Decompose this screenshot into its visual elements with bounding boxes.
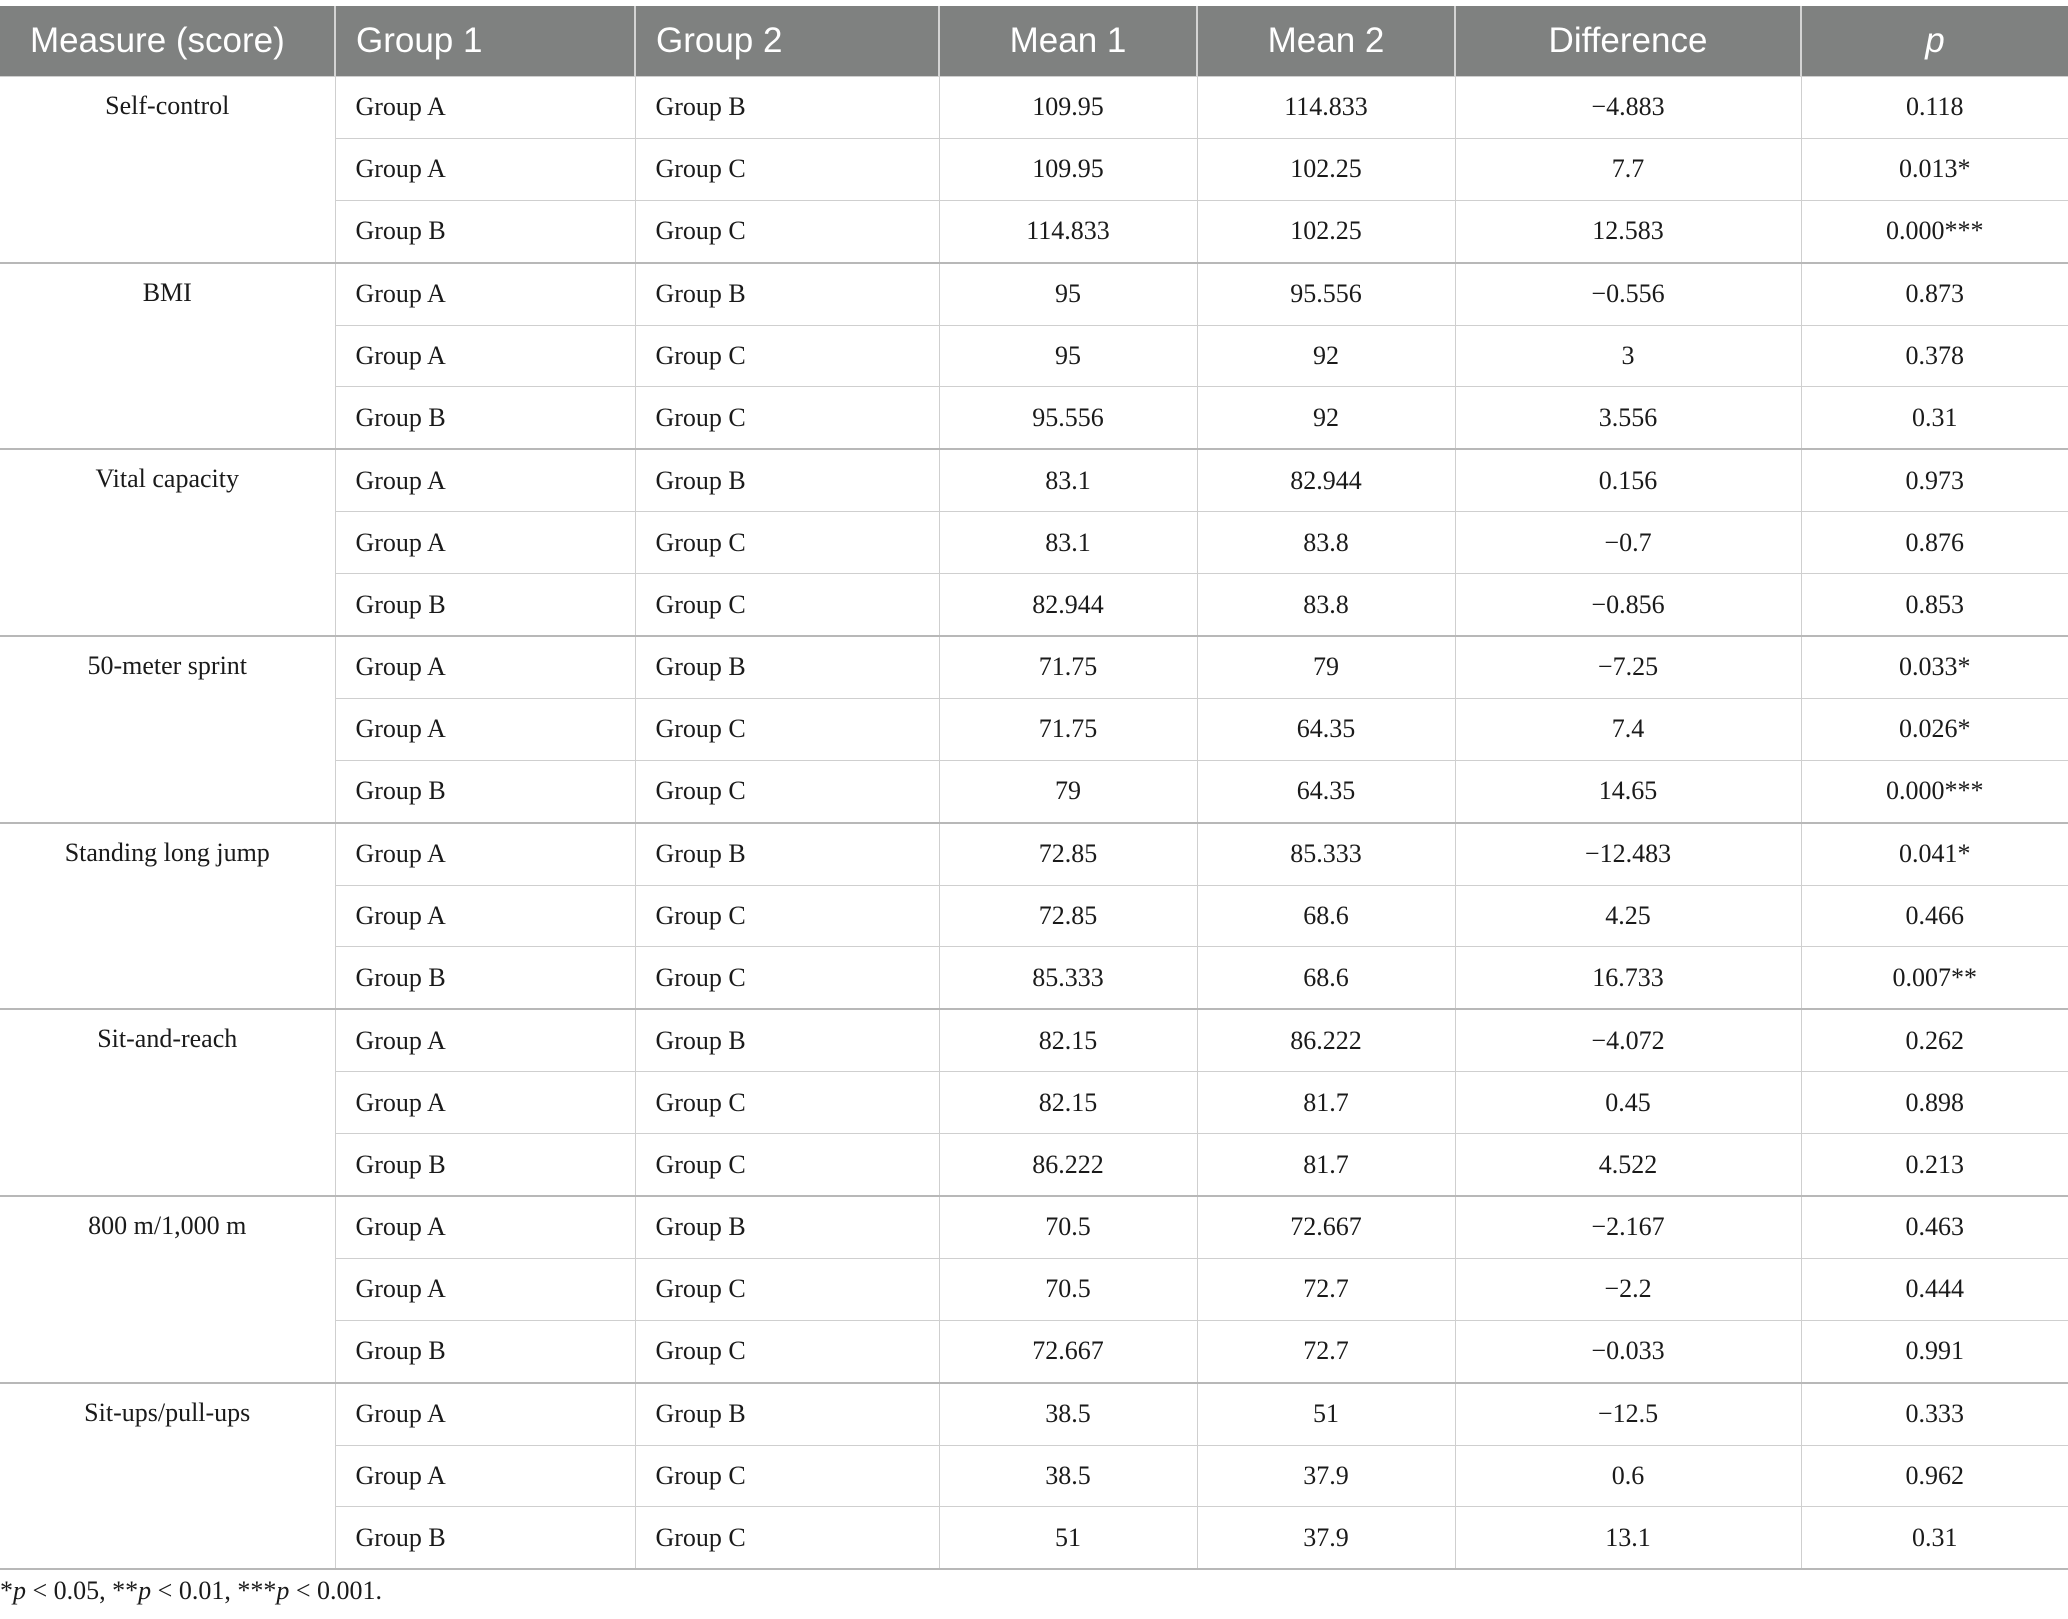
group1-cell: Group A [335, 263, 635, 325]
header-p: p [1801, 6, 2068, 77]
mean1-cell: 83.1 [939, 449, 1197, 511]
p-value-cell: 0.444 [1801, 1258, 2068, 1320]
group2-cell: Group B [635, 1009, 939, 1071]
p-value-cell: 0.853 [1801, 574, 2068, 636]
table-row [0, 823, 2068, 885]
mean2-cell: 37.9 [1197, 1445, 1455, 1507]
mean2-cell: 81.7 [1197, 1072, 1455, 1134]
mean2-cell: 72.667 [1197, 1196, 1455, 1258]
difference-cell: 4.25 [1455, 885, 1801, 947]
difference-cell: −0.556 [1455, 263, 1801, 325]
measure-cell: Sit-and-reach [0, 1009, 335, 1196]
difference-cell: 0.6 [1455, 1445, 1801, 1507]
measure-cell: Sit-ups/pull-ups [0, 1383, 335, 1570]
group1-cell: Group A [335, 698, 635, 760]
difference-cell: 4.522 [1455, 1134, 1801, 1196]
mean1-cell: 82.15 [939, 1072, 1197, 1134]
mean1-cell: 82.944 [939, 574, 1197, 636]
measure-cell: Vital capacity [0, 449, 335, 636]
p-value-cell: 0.033* [1801, 636, 2068, 698]
p-value-cell: 0.378 [1801, 325, 2068, 387]
mean1-cell: 72.85 [939, 885, 1197, 947]
table-row [0, 77, 2068, 139]
table-row [0, 1196, 2068, 1258]
table-row [0, 1383, 2068, 1445]
header-difference: Difference [1455, 6, 1801, 77]
group2-cell: Group B [635, 636, 939, 698]
table-footnote [0, 1576, 382, 1606]
mean2-cell: 83.8 [1197, 574, 1455, 636]
mean2-cell: 102.25 [1197, 138, 1455, 200]
group1-cell: Group B [335, 760, 635, 822]
footnote-p-1: p [13, 1576, 26, 1605]
group2-cell: Group C [635, 138, 939, 200]
p-value-cell: 0.466 [1801, 885, 2068, 947]
mean1-cell: 86.222 [939, 1134, 1197, 1196]
table-row [0, 449, 2068, 511]
mean2-cell: 83.8 [1197, 512, 1455, 574]
p-value-cell: 0.118 [1801, 77, 2068, 139]
group1-cell: Group A [335, 823, 635, 885]
header-row [0, 6, 2068, 77]
p-value-cell: 0.463 [1801, 1196, 2068, 1258]
group2-cell: Group C [635, 574, 939, 636]
mean2-cell: 102.25 [1197, 200, 1455, 262]
difference-cell: 13.1 [1455, 1507, 1801, 1569]
group1-cell: Group A [335, 512, 635, 574]
p-value-cell: 0.000*** [1801, 760, 2068, 822]
p-value-cell: 0.973 [1801, 449, 2068, 511]
group2-cell: Group C [635, 698, 939, 760]
mean1-cell: 51 [939, 1507, 1197, 1569]
group2-cell: Group B [635, 77, 939, 139]
mean1-cell: 71.75 [939, 698, 1197, 760]
mean1-cell: 95 [939, 325, 1197, 387]
difference-cell: −0.856 [1455, 574, 1801, 636]
difference-cell: 0.45 [1455, 1072, 1801, 1134]
footnote-p-2: p [138, 1576, 152, 1605]
group1-cell: Group A [335, 77, 635, 139]
group1-cell: Group A [335, 1445, 635, 1507]
p-value-cell: 0.041* [1801, 823, 2068, 885]
difference-cell: 3.556 [1455, 387, 1801, 449]
group2-cell: Group C [635, 885, 939, 947]
mean1-cell: 38.5 [939, 1383, 1197, 1445]
table-row [0, 263, 2068, 325]
difference-cell: −7.25 [1455, 636, 1801, 698]
group1-cell: Group A [335, 1196, 635, 1258]
p-value-cell: 0.262 [1801, 1009, 2068, 1071]
p-value-cell: 0.898 [1801, 1072, 2068, 1134]
footnote-text-2: < 0.01, *** [151, 1576, 277, 1605]
difference-cell: −4.072 [1455, 1009, 1801, 1071]
mean1-cell: 38.5 [939, 1445, 1197, 1507]
mean2-cell: 114.833 [1197, 77, 1455, 139]
mean2-cell: 68.6 [1197, 885, 1455, 947]
measure-cell: BMI [0, 263, 335, 450]
p-value-cell: 0.962 [1801, 1445, 2068, 1507]
group1-cell: Group A [335, 636, 635, 698]
header-mean2: Mean 2 [1197, 6, 1455, 77]
mean2-cell: 86.222 [1197, 1009, 1455, 1071]
mean1-cell: 72.85 [939, 823, 1197, 885]
mean1-cell: 70.5 [939, 1258, 1197, 1320]
mean2-cell: 95.556 [1197, 263, 1455, 325]
p-value-cell: 0.333 [1801, 1383, 2068, 1445]
p-value-cell: 0.013* [1801, 138, 2068, 200]
group2-cell: Group C [635, 1072, 939, 1134]
group1-cell: Group A [335, 449, 635, 511]
mean2-cell: 51 [1197, 1383, 1455, 1445]
mean1-cell: 95.556 [939, 387, 1197, 449]
mean2-cell: 85.333 [1197, 823, 1455, 885]
difference-cell: −0.7 [1455, 512, 1801, 574]
group2-cell: Group C [635, 387, 939, 449]
mean1-cell: 83.1 [939, 512, 1197, 574]
difference-cell: −4.883 [1455, 77, 1801, 139]
p-value-cell: 0.026* [1801, 698, 2068, 760]
footnote-star-1: * [0, 1576, 13, 1605]
group2-cell: Group C [635, 1320, 939, 1382]
group1-cell: Group A [335, 325, 635, 387]
difference-cell: 3 [1455, 325, 1801, 387]
group1-cell: Group A [335, 1258, 635, 1320]
comparison-table [0, 6, 2068, 1570]
p-value-cell: 0.007** [1801, 947, 2068, 1009]
table-row [0, 636, 2068, 698]
mean2-cell: 81.7 [1197, 1134, 1455, 1196]
mean2-cell: 82.944 [1197, 449, 1455, 511]
mean2-cell: 64.35 [1197, 760, 1455, 822]
mean2-cell: 37.9 [1197, 1507, 1455, 1569]
group1-cell: Group B [335, 574, 635, 636]
header-measure: Measure (score) [0, 6, 335, 77]
mean1-cell: 109.95 [939, 138, 1197, 200]
mean1-cell: 95 [939, 263, 1197, 325]
mean2-cell: 68.6 [1197, 947, 1455, 1009]
difference-cell: 12.583 [1455, 200, 1801, 262]
measure-cell: 800 m/1,000 m [0, 1196, 335, 1383]
difference-cell: 0.156 [1455, 449, 1801, 511]
p-value-cell: 0.31 [1801, 387, 2068, 449]
group1-cell: Group A [335, 885, 635, 947]
measure-cell: Standing long jump [0, 823, 335, 1010]
mean1-cell: 71.75 [939, 636, 1197, 698]
mean1-cell: 109.95 [939, 77, 1197, 139]
difference-cell: −2.167 [1455, 1196, 1801, 1258]
mean1-cell: 72.667 [939, 1320, 1197, 1382]
mean2-cell: 79 [1197, 636, 1455, 698]
difference-cell: 16.733 [1455, 947, 1801, 1009]
group2-cell: Group B [635, 449, 939, 511]
difference-cell: −12.483 [1455, 823, 1801, 885]
p-value-cell: 0.876 [1801, 512, 2068, 574]
group2-cell: Group C [635, 1258, 939, 1320]
group2-cell: Group C [635, 200, 939, 262]
difference-cell: −2.2 [1455, 1258, 1801, 1320]
group1-cell: Group A [335, 138, 635, 200]
footnote-text-1: < 0.05, ** [26, 1576, 139, 1605]
group2-cell: Group C [635, 1507, 939, 1569]
group2-cell: Group B [635, 263, 939, 325]
group2-cell: Group B [635, 823, 939, 885]
group2-cell: Group B [635, 1196, 939, 1258]
group2-cell: Group B [635, 1383, 939, 1445]
group2-cell: Group C [635, 1445, 939, 1507]
mean2-cell: 64.35 [1197, 698, 1455, 760]
group1-cell: Group B [335, 947, 635, 1009]
p-value-cell: 0.213 [1801, 1134, 2068, 1196]
group2-cell: Group C [635, 325, 939, 387]
group1-cell: Group B [335, 1134, 635, 1196]
mean1-cell: 82.15 [939, 1009, 1197, 1071]
group1-cell: Group A [335, 1072, 635, 1134]
group1-cell: Group B [335, 200, 635, 262]
group1-cell: Group B [335, 387, 635, 449]
difference-cell: −0.033 [1455, 1320, 1801, 1382]
header-mean1: Mean 1 [939, 6, 1197, 77]
p-value-cell: 0.31 [1801, 1507, 2068, 1569]
mean1-cell: 70.5 [939, 1196, 1197, 1258]
p-value-cell: 0.000*** [1801, 200, 2068, 262]
difference-cell: 7.4 [1455, 698, 1801, 760]
p-value-cell: 0.991 [1801, 1320, 2068, 1382]
table-body [0, 77, 2068, 1570]
header-group1: Group 1 [335, 6, 635, 77]
group1-cell: Group A [335, 1383, 635, 1445]
header-group2: Group 2 [635, 6, 939, 77]
difference-cell: 7.7 [1455, 138, 1801, 200]
difference-cell: 14.65 [1455, 760, 1801, 822]
group1-cell: Group B [335, 1320, 635, 1382]
group2-cell: Group C [635, 512, 939, 574]
p-value-cell: 0.873 [1801, 263, 2068, 325]
group1-cell: Group A [335, 1009, 635, 1071]
mean1-cell: 85.333 [939, 947, 1197, 1009]
group2-cell: Group C [635, 760, 939, 822]
mean1-cell: 114.833 [939, 200, 1197, 262]
footnote-p-3: p [276, 1576, 290, 1605]
mean2-cell: 92 [1197, 387, 1455, 449]
measure-cell: Self-control [0, 77, 335, 263]
measure-cell: 50-meter sprint [0, 636, 335, 823]
mean1-cell: 79 [939, 760, 1197, 822]
group1-cell: Group B [335, 1507, 635, 1569]
mean2-cell: 72.7 [1197, 1320, 1455, 1382]
mean2-cell: 92 [1197, 325, 1455, 387]
difference-cell: −12.5 [1455, 1383, 1801, 1445]
table-row [0, 1009, 2068, 1071]
footnote-text-3: < 0.001. [289, 1576, 383, 1605]
group2-cell: Group C [635, 1134, 939, 1196]
mean2-cell: 72.7 [1197, 1258, 1455, 1320]
group2-cell: Group C [635, 947, 939, 1009]
